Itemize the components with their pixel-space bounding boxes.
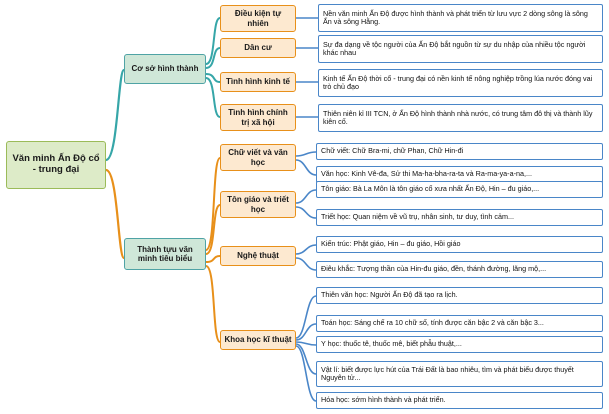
leaf-text: Kiến trúc: Phật giáo, Hin – đu giáo, Hồi giáo xyxy=(321,239,461,249)
leaf-node[interactable] xyxy=(318,104,603,132)
leaf-node[interactable] xyxy=(316,361,603,387)
child-label: Dân cư xyxy=(244,43,272,53)
child-node-tinh-hinh-kinh-te[interactable] xyxy=(220,72,296,92)
child-node-tinh-hinh-chinh-tri-xa-hoi[interactable] xyxy=(220,104,296,131)
leaf-node[interactable] xyxy=(316,236,603,253)
leaf-text: Triết học: Quan niệm về vũ trụ, nhân sinh, tư duy, tình cảm... xyxy=(321,212,514,222)
leaf-text: Tôn giáo: Bà La Môn là tôn giáo cổ xưa nhất Ấn Độ, Hin – đu giáo,... xyxy=(321,184,540,194)
child-label: Khoa học kĩ thuật xyxy=(224,335,292,345)
leaf-node[interactable] xyxy=(316,181,603,198)
root-node[interactable] xyxy=(6,141,106,189)
leaf-node[interactable] xyxy=(316,287,603,304)
branch-label: Cơ sở hình thành xyxy=(131,64,199,74)
leaf-text: Văn học: Kinh Vê-đa, Sử thi Ma-ha-bha-ra-ta và Ra-ma-ya-a-na,... xyxy=(321,169,532,179)
leaf-text: Nền văn minh Ấn Độ được hình thành và phát triển từ lưu vực 2 dòng sông là sông Ấn và sông Hằng. xyxy=(323,8,588,26)
leaf-node[interactable] xyxy=(316,209,603,226)
child-node-ton-giao-va-triet-hoc[interactable] xyxy=(220,191,296,218)
child-label: Tôn giáo và triết học xyxy=(227,195,289,214)
leaf-text: Thiên văn học: Người Ấn Độ đã tạo ra lịch. xyxy=(321,290,458,300)
leaf-node[interactable] xyxy=(318,69,603,97)
root-node-label: Văn minh Ấn Độ cổ - trung đại xyxy=(12,153,100,175)
leaf-text: Chữ viết: Chữ Bra-mi, chữ Phan, Chữ Hin-đi xyxy=(321,146,464,156)
child-label: Tình hình kinh tế xyxy=(226,77,290,87)
child-label: Điều kiện tự nhiên xyxy=(234,9,282,28)
branch-label: Thành tựu văn minh tiêu biểu xyxy=(137,244,193,263)
child-node-chu-viet-va-van-hoc[interactable] xyxy=(220,144,296,171)
child-label: Nghệ thuật xyxy=(237,251,279,261)
leaf-node[interactable] xyxy=(316,315,603,332)
leaf-node[interactable] xyxy=(318,35,603,63)
leaf-text: Y học: thuốc tê, thuốc mê, biết phẫu thuật,... xyxy=(321,339,462,349)
leaf-text: Sự đa dạng về tộc người của Ấn Độ bắt nguồn từ sự du nhập của nhiều tộc người khác nhau xyxy=(323,39,586,57)
branch-node-co-so-hinh-thanh[interactable] xyxy=(124,54,206,84)
leaf-text: Kinh tế Ấn Độ thời cổ - trung đại có nền kinh tế nông nghiệp trồng lúa nước đóng vai trò chủ đạo xyxy=(323,73,593,91)
child-node-khoa-hoc-ki-thuat[interactable] xyxy=(220,330,296,350)
child-label: Chữ viết và văn học xyxy=(228,148,288,167)
leaf-node[interactable] xyxy=(316,336,603,353)
leaf-text: Thiên niên kỉ III TCN, ở Ấn Độ hình thành nhà nước, có trung tâm đô thị và thành lũy kiên cố. xyxy=(323,108,593,126)
child-node-nghe-thuat[interactable] xyxy=(220,246,296,266)
branch-node-thanh-tuu-van-minh[interactable] xyxy=(124,238,206,270)
leaf-node[interactable] xyxy=(316,261,603,278)
leaf-text: Toán học: Sáng chế ra 10 chữ số, tính được căn bậc 2 và căn bậc 3... xyxy=(321,318,544,328)
leaf-text: Vật lí: biết được lực hút của Trái Đất là bao nhiêu, tìm và phát biểu được thuyết Nguyên tử... xyxy=(321,364,574,382)
leaf-node[interactable] xyxy=(316,392,603,409)
child-node-dan-cu[interactable] xyxy=(220,38,296,58)
leaf-node[interactable] xyxy=(316,143,603,160)
leaf-text: Hóa học: sớm hình thành và phát triển. xyxy=(321,395,446,405)
child-node-dieu-kien-tu-nhien[interactable] xyxy=(220,5,296,32)
leaf-text: Điêu khắc: Tượng thần của Hin-đu giáo, đền, thánh đường, lăng mộ,... xyxy=(321,264,547,274)
child-label: Tình hình chính trị xã hội xyxy=(228,108,288,127)
leaf-node[interactable] xyxy=(318,4,603,32)
